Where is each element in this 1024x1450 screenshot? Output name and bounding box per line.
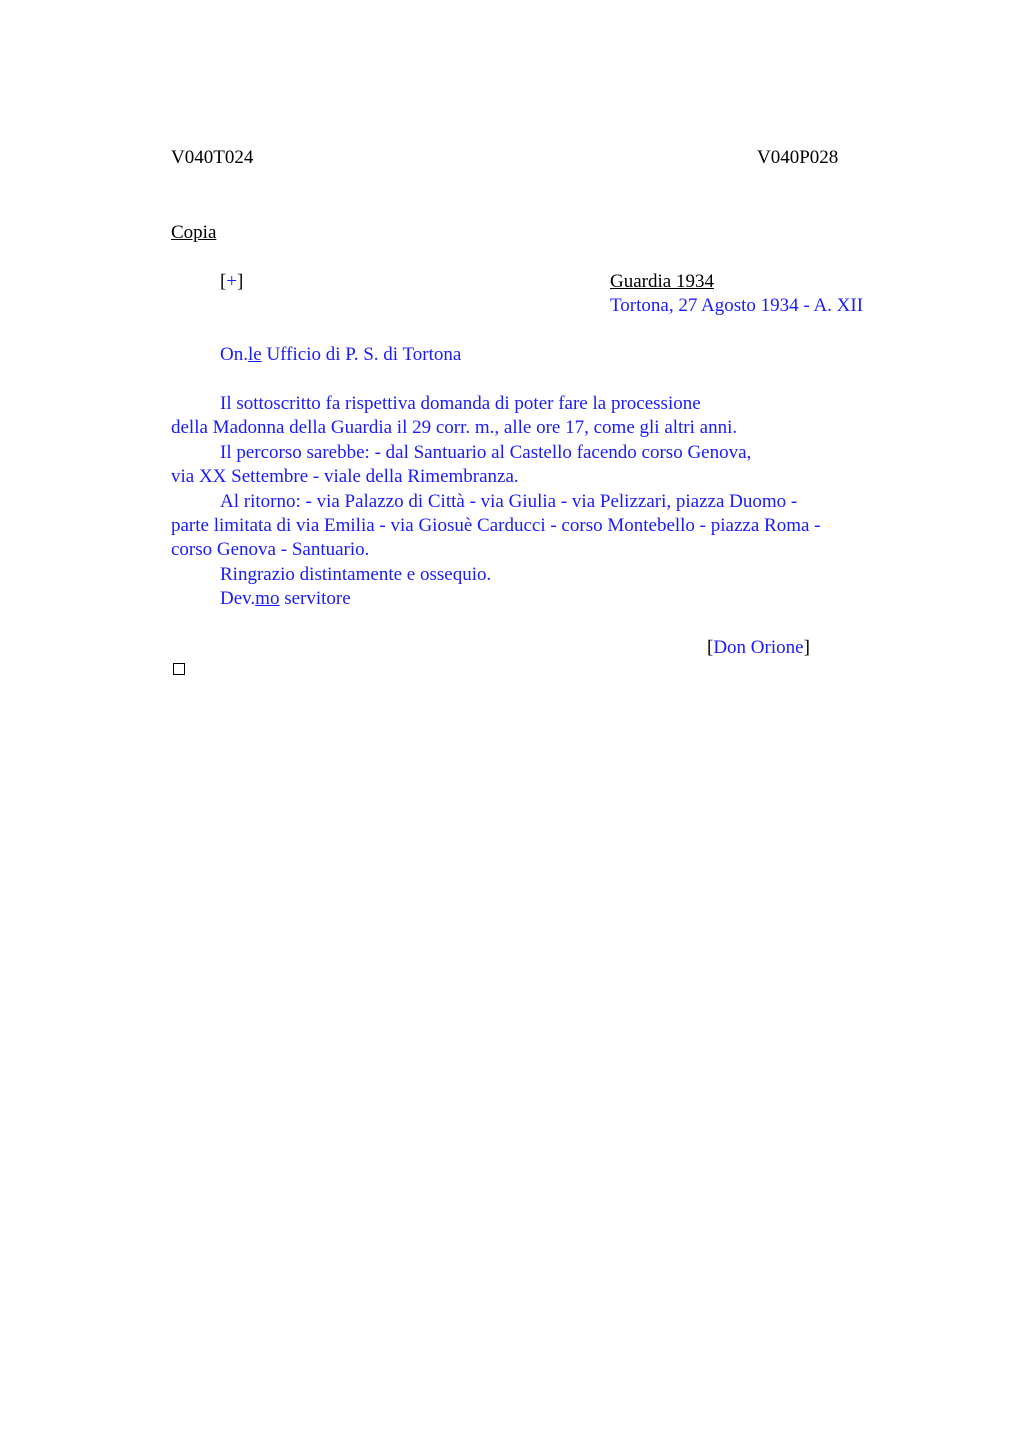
addressee-rest: Ufficio di P. S. di Tortona xyxy=(261,344,462,365)
cross-symbol: + xyxy=(226,271,238,292)
body-line: Ringrazio distintamente e ossequio. xyxy=(220,564,492,585)
body-line: Al ritorno: - via Palazzo di Città - via Giulia - via Pelizzari, piazza Duomo - xyxy=(220,491,798,512)
cross-bracket-close: ] xyxy=(237,271,244,292)
addressee-abbr: le xyxy=(247,344,262,365)
copy-label: Copia xyxy=(171,222,217,243)
document-code-left: V040T024 xyxy=(171,147,254,168)
signature-bracket-open: [ xyxy=(707,637,714,658)
end-marker-box-icon xyxy=(173,663,185,675)
body-line: parte limitata di via Emilia - via Giosuè Carducci - corso Montebello - piazza Roma - xyxy=(171,515,821,536)
closing-prefix: Dev. xyxy=(220,588,256,609)
signature xyxy=(707,636,810,660)
addressee xyxy=(220,343,461,367)
closing xyxy=(220,587,351,611)
body-line: Il percorso sarebbe: - dal Santuario al Castello facendo corso Genova, xyxy=(220,442,752,463)
closing-abbr: mo xyxy=(255,588,280,609)
body-line: via XX Settembre - viale della Rimembranza. xyxy=(171,466,519,487)
body-line: corso Genova - Santuario. xyxy=(171,539,370,560)
signature-bracket-close: ] xyxy=(803,637,810,658)
cross-mark xyxy=(220,270,243,294)
addressee-prefix: On. xyxy=(220,344,248,365)
cross-bracket-open: [ xyxy=(220,271,227,292)
body-line: Il sottoscritto fa rispettiva domanda di poter fare la processione xyxy=(220,393,701,414)
document-code-right: V040P028 xyxy=(757,147,839,168)
dateline-place-date: Tortona, 27 Agosto 1934 - A. XII xyxy=(610,295,864,316)
body-line: della Madonna della Guardia il 29 corr. m., alle ore 17, come gli altri anni. xyxy=(171,417,738,438)
signature-name: Don Orione xyxy=(713,637,804,658)
closing-rest: servitore xyxy=(279,588,351,609)
dateline-heading: Guardia 1934 xyxy=(610,271,714,292)
